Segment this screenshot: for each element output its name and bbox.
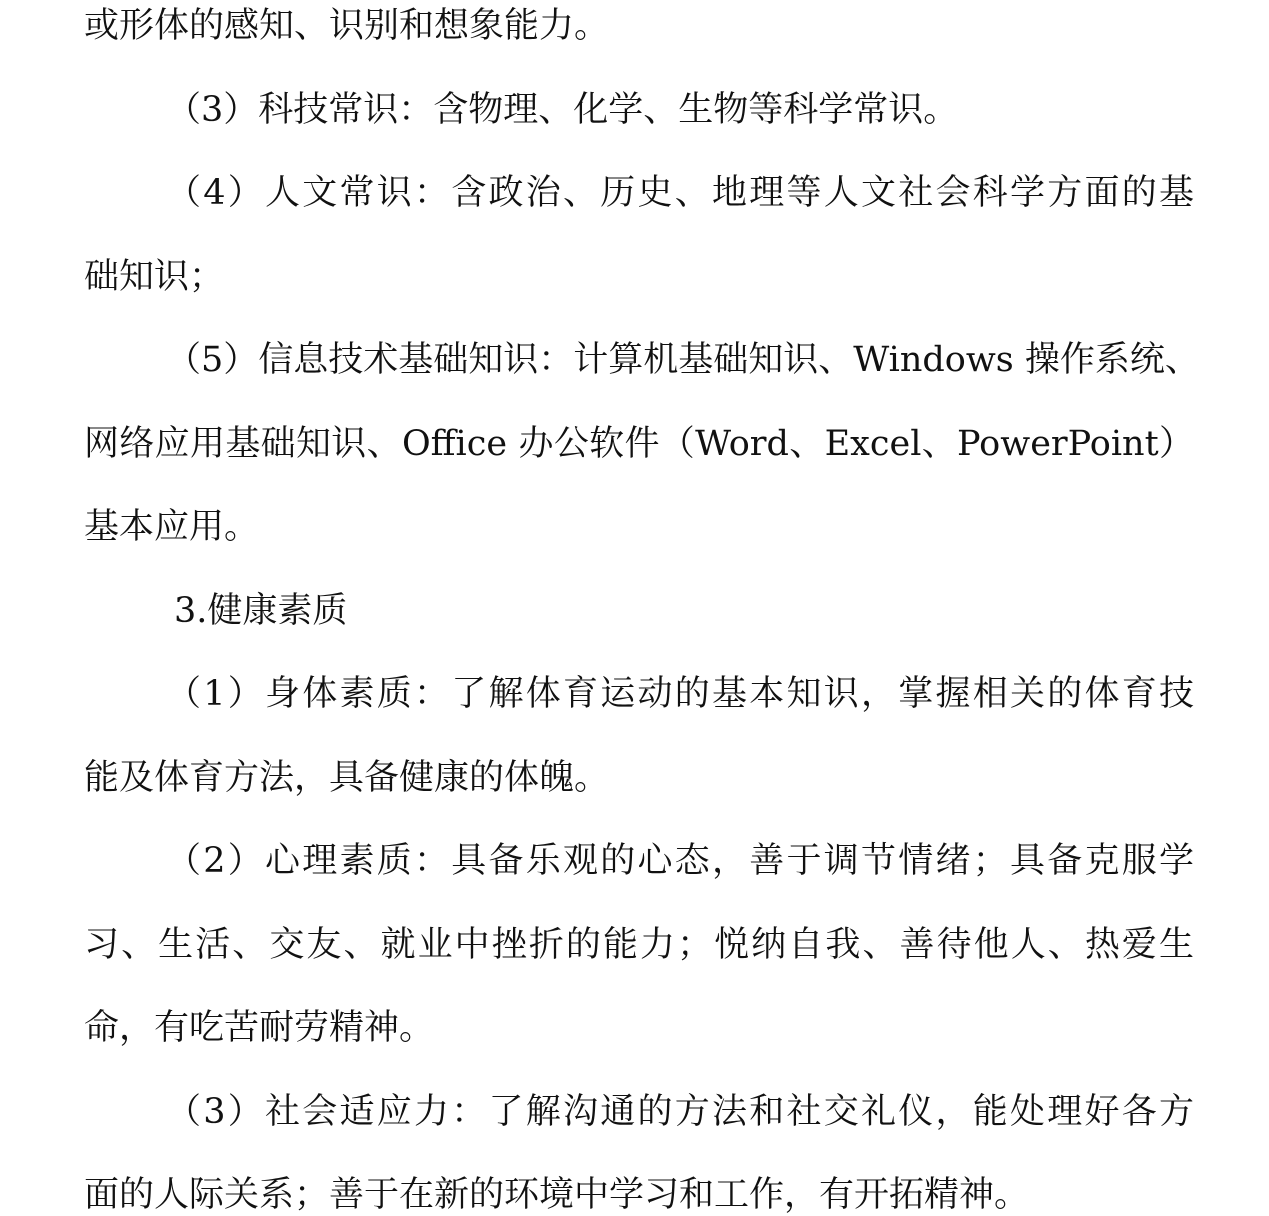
text-line-10: 能及体育方法，具备健康的体魄。 [84,758,610,798]
text-line-9: （1）身体素质：了解体育运动的基本知识，掌握相关的体育技 [166,674,1194,714]
section-heading: 3.健康素质 [174,591,348,631]
text-line-5: （5）信息技术基础知识：计算机基础知识、Windows 操作系统、 [166,340,1200,380]
text-line-1: 或形体的感知、识别和想象能力。 [84,6,610,46]
text-line-3: （4）人文常识：含政治、历史、地理等人文社会科学方面的基 [166,173,1194,213]
text-line-4: 础知识； [84,257,225,297]
text-line-6: 网络应用基础知识、Office 办公软件（Word、Excel、PowerPoint） [84,424,1194,464]
text-line-7: 基本应用。 [84,507,260,547]
text-line-2: （3）科技常识：含物理、化学、生物等科学常识。 [166,90,959,130]
text-line-12: 习、生活、交友、就业中挫折的能力；悦纳自我、善待他人、热爱生 [84,925,1194,965]
text-line-11: （2）心理素质：具备乐观的心态，善于调节情绪；具备克服学 [166,841,1194,881]
text-line-14: （3）社会适应力：了解沟通的方法和社交礼仪，能处理好各方 [166,1092,1194,1132]
text-line-15: 面的人际关系；善于在新的环境中学习和工作，有开拓精神。 [84,1175,1030,1215]
text-line-13: 命，有吃苦耐劳精神。 [84,1008,435,1048]
